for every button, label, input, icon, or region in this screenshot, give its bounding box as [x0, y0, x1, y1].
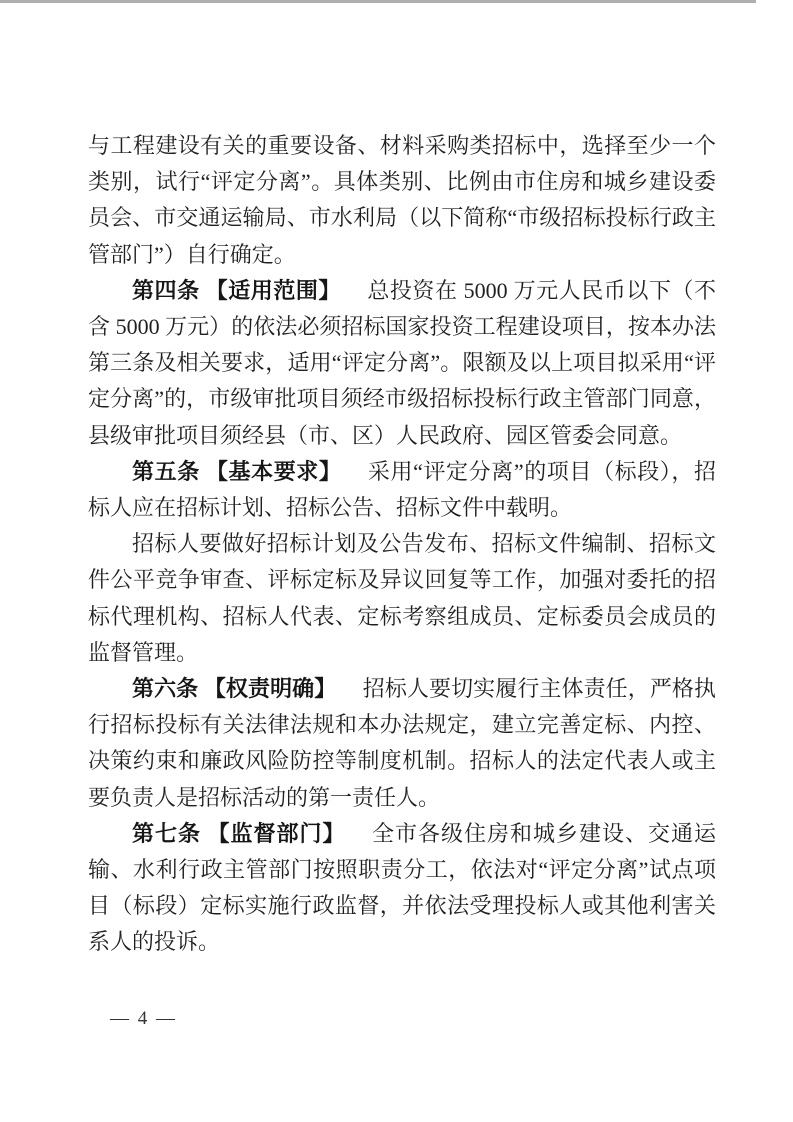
page-number: — 4 — [110, 1008, 177, 1029]
paragraph-article-5-supplement [88, 526, 716, 671]
article-6-heading: 第六条 【权责明确】 [132, 676, 337, 702]
article-4-heading: 第四条 【适用范围】 [132, 277, 341, 303]
paragraph-text: 总投资在 5000 万元人民币以下（不含 5000 万元）的依法必须招标国家投资工程建设项目，按本办法第三条及相关要求，适用“评定分离”。限额及以上项目拟采用“评定分离”的，市级审批项目须经市级招标投标行政主管部门同意，县级审批项目须经县（市、区）人民政府、园区管委会同意。 [88, 277, 716, 448]
paragraph-article-4 [88, 273, 716, 454]
paragraph-text: 与工程建设有关的重要设备、材料采购类招标中，选择至少一个类别，试行“评定分离”。具体类别、比例由市住房和城乡建设委员会、市交通运输局、市水利局（以下简称“市级招标投标行政主管部门”）自行确定。 [88, 133, 716, 267]
scan-artifact-line [0, 0, 756, 3]
paragraph-text: 采用“评定分离”的项目（标段），招标人应在招标计划、招标公告、招标文件中载明。 [88, 458, 716, 521]
paragraph-continuation [88, 128, 716, 273]
paragraph-text: 招标人要切实履行主体责任，严格执行招标投标有关法律法规和本办法规定，建立完善定标、内控、决策约束和廉政风险防控等制度机制。招标人的法定代表人或主要负责人是招标活动的第一责任人。 [88, 676, 716, 810]
page-footer [110, 1008, 177, 1030]
article-5-heading: 第五条 【基本要求】 [132, 458, 342, 484]
paragraph-article-6 [88, 671, 716, 816]
document-content [88, 128, 716, 961]
paragraph-text: 全市各级住房和城乡建设、交通运输、水利行政主管部门按照职责分工，依法对“评定分离”试点项目（标段）定标实施行政监督，并依法受理投标人或其他利害关系人的投诉。 [88, 820, 716, 955]
article-7-heading: 第七条 【监督部门】 [132, 820, 346, 846]
paragraph-article-5 [88, 454, 716, 526]
paragraph-text: 招标人要做好招标计划及公告发布、招标文件编制、招标文件公平竞争审查、评标定标及异议回复等工作，加强对委托的招标代理机构、招标人代表、定标考察组成员、定标委员会成员的监督管理。 [88, 531, 716, 665]
paragraph-article-7 [88, 816, 716, 961]
